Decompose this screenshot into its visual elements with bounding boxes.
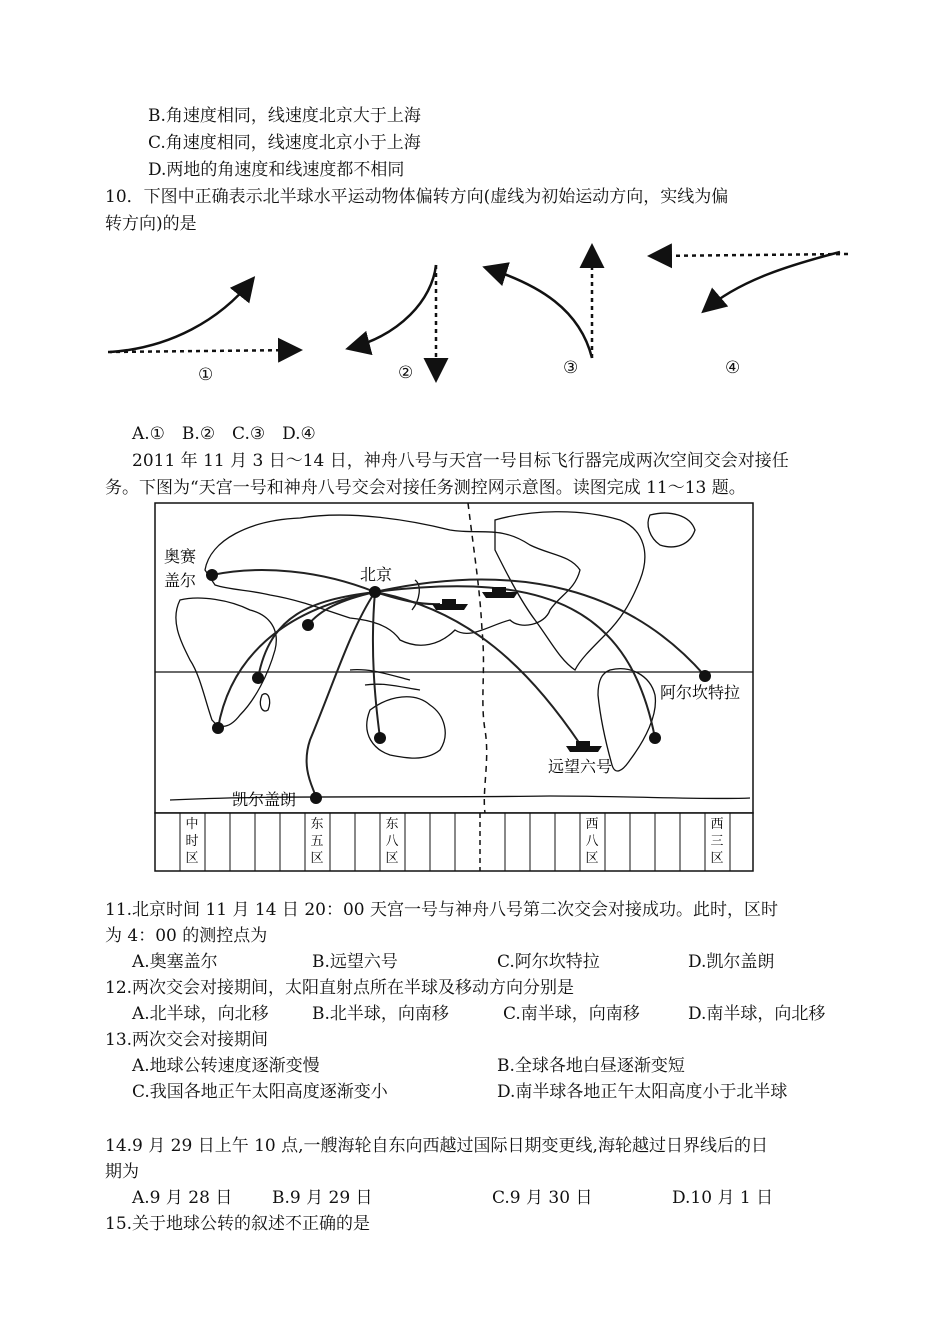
arrow-label-2: ②	[398, 363, 414, 383]
tracking-network-map	[150, 500, 760, 875]
zone-label-char: 中	[185, 817, 199, 832]
q11-stem-line2: 为 4：00 的测控点为	[105, 926, 268, 946]
q13-option-c: C.我国各地正午太阳高度逐渐变小	[132, 1082, 388, 1102]
q14-option-c: C.9 月 30 日	[492, 1188, 593, 1208]
zone-label-char: 东	[310, 817, 324, 832]
q12-option-d: D.南半球，向北移	[688, 1004, 826, 1024]
deflection-arrows-figure	[100, 240, 860, 390]
intro-line2: 务。下图为“天宫一号和神舟八号交会对接任务测控网示意图。读图完成 11～13 题。	[105, 478, 746, 498]
q13-option-b: B.全球各地白昼逐渐变短	[497, 1056, 685, 1076]
q10-stem-line2: 转方向)的是	[105, 214, 197, 234]
arrow-label-1: ①	[198, 365, 214, 385]
q14-stem-line2: 期为	[105, 1162, 139, 1182]
zone-label-char: 三	[710, 834, 724, 849]
q12-option-a: A.北半球，向北移	[132, 1004, 269, 1024]
zone-label-char: 八	[585, 834, 599, 849]
label-yuanwang6: 远望六号	[548, 757, 613, 776]
zone-label-char: 时	[185, 834, 199, 849]
q11-stem-line1: 11.北京时间 11 月 14 日 20：00 天宫一号与神舟八号第二次交会对接成功。此时，区时	[105, 900, 778, 920]
zone-label-char: 区	[185, 851, 199, 866]
q11-option-d: D.凯尔盖朗	[688, 952, 775, 972]
q15-stem: 15.关于地球公转的叙述不正确的是	[105, 1214, 371, 1234]
q10-options: A.① B.② C.③ D.④	[132, 424, 316, 444]
q9-option-b: B.角速度相同，线速度北京大于上海	[148, 106, 421, 126]
arrow-diagram-3	[487, 248, 592, 358]
q13-option-a: A.地球公转速度逐渐变慢	[132, 1056, 320, 1076]
q12-stem: 12.两次交会对接期间，太阳直射点所在半球及移动方向分别是	[105, 978, 575, 998]
zone-label-char: 五	[310, 834, 324, 849]
arrow-label-3: ③	[563, 358, 579, 378]
q14-option-a: A.9 月 28 日	[132, 1188, 233, 1208]
arrow-diagram-1	[108, 280, 298, 352]
intro-line1: 2011 年 11 月 3 日～14 日，神舟八号与天宫一号目标飞行器完成两次空间交会对接任	[132, 451, 789, 471]
label-alcantara: 阿尔坎特拉	[660, 683, 741, 702]
label-aosai-line2: 盖尔	[164, 571, 197, 590]
q14-option-d: D.10 月 1 日	[672, 1188, 774, 1208]
zone-label-char: 西	[585, 817, 599, 832]
label-beijing: 北京	[360, 565, 393, 584]
arrow-diagram-2	[350, 265, 436, 378]
q13-stem: 13.两次交会对接期间	[105, 1030, 269, 1050]
label-kerguelen: 凯尔盖朗	[232, 790, 297, 809]
arrow-label-4: ④	[725, 358, 741, 378]
q14-stem-line1: 14.9 月 29 日上午 10 点,一艘海轮自东向西越过国际日期变更线,海轮越过日界线后的日	[105, 1136, 768, 1156]
q14-option-b: B.9 月 29 日	[272, 1188, 373, 1208]
zone-label-char: 区	[585, 851, 599, 866]
zone-label-char: 区	[710, 851, 724, 866]
q11-option-c: C.阿尔坎特拉	[497, 952, 600, 972]
q13-option-d: D.南半球各地正午太阳高度小于北半球	[497, 1082, 788, 1102]
q10-stem-line1: 10．下图中正确表示北半球水平运动物体偏转方向(虚线为初始运动方向，实线为偏	[105, 187, 729, 207]
q11-option-b: B.远望六号	[312, 952, 398, 972]
zone-label-char: 区	[385, 851, 399, 866]
q12-option-b: B.北半球，向南移	[312, 1004, 449, 1024]
zone-label-char: 西	[710, 817, 724, 832]
zone-label-char: 八	[385, 834, 399, 849]
q9-option-c: C.角速度相同，线速度北京小于上海	[148, 133, 421, 153]
q12-option-c: C.南半球，向南移	[503, 1004, 640, 1024]
q11-option-a: A.奥塞盖尔	[132, 952, 218, 972]
label-aosai-line1: 奥赛	[164, 547, 197, 566]
zone-label-char: 区	[310, 851, 324, 866]
zone-label-char: 东	[385, 817, 399, 832]
arrow-diagram-4	[652, 252, 848, 310]
time-zone-strip	[155, 813, 753, 871]
q9-option-d: D.两地的角速度和线速度都不相同	[148, 160, 405, 180]
